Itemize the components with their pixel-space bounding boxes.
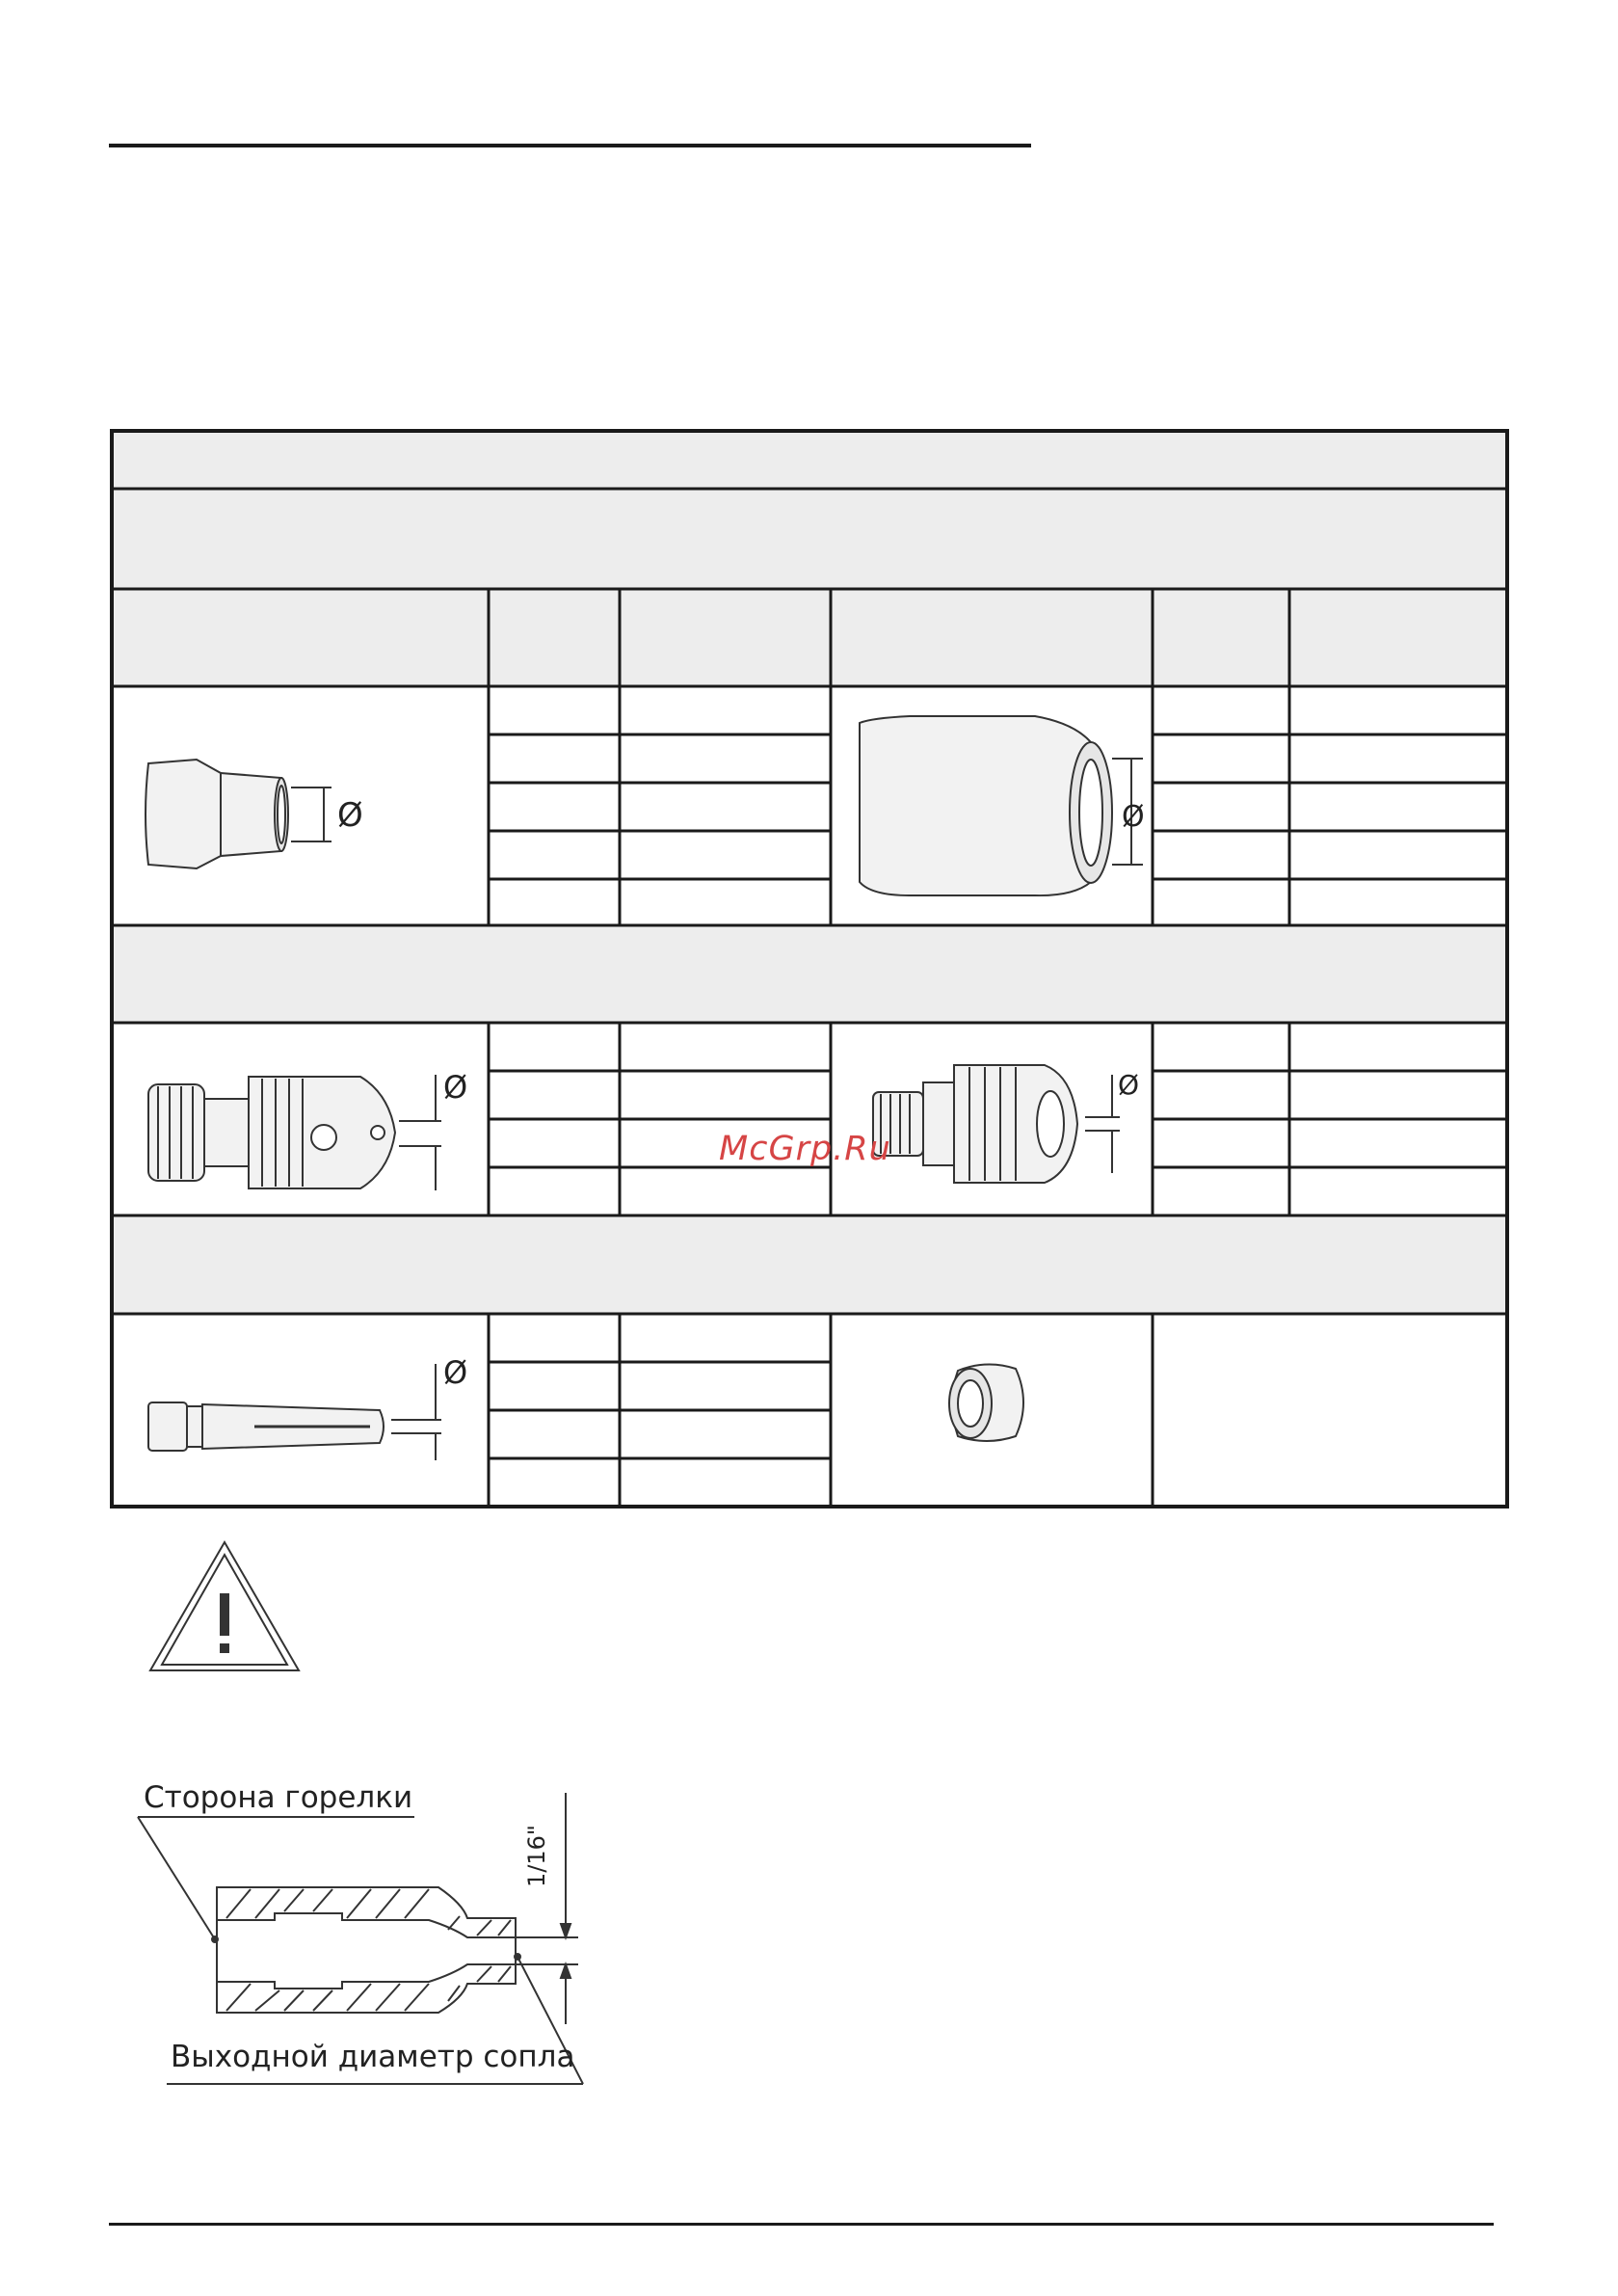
- consumables-table: [110, 429, 1509, 1508]
- svg-text:Ø: Ø: [1118, 1069, 1140, 1101]
- insulator-ring-icon: [949, 1364, 1023, 1441]
- svg-text:Ø: Ø: [443, 1069, 468, 1106]
- bottom-rule: [109, 2223, 1494, 2226]
- exit-diameter-label: Выходной диаметр сопла: [171, 2040, 575, 2074]
- svg-text:Ø: Ø: [1122, 800, 1145, 834]
- top-rule: [109, 144, 1031, 147]
- torch-side-label: Сторона горелки: [144, 1780, 413, 1815]
- table-grid: [110, 429, 1509, 1508]
- nozzle-section-diagram: [120, 1774, 602, 2101]
- svg-text:Ø: Ø: [337, 796, 363, 835]
- watermark: McGrp.Ru: [719, 1130, 891, 1168]
- svg-text:Ø: Ø: [443, 1354, 468, 1391]
- warning-triangle-icon: [145, 1537, 305, 1680]
- dimension-label: 1/16": [523, 1825, 550, 1887]
